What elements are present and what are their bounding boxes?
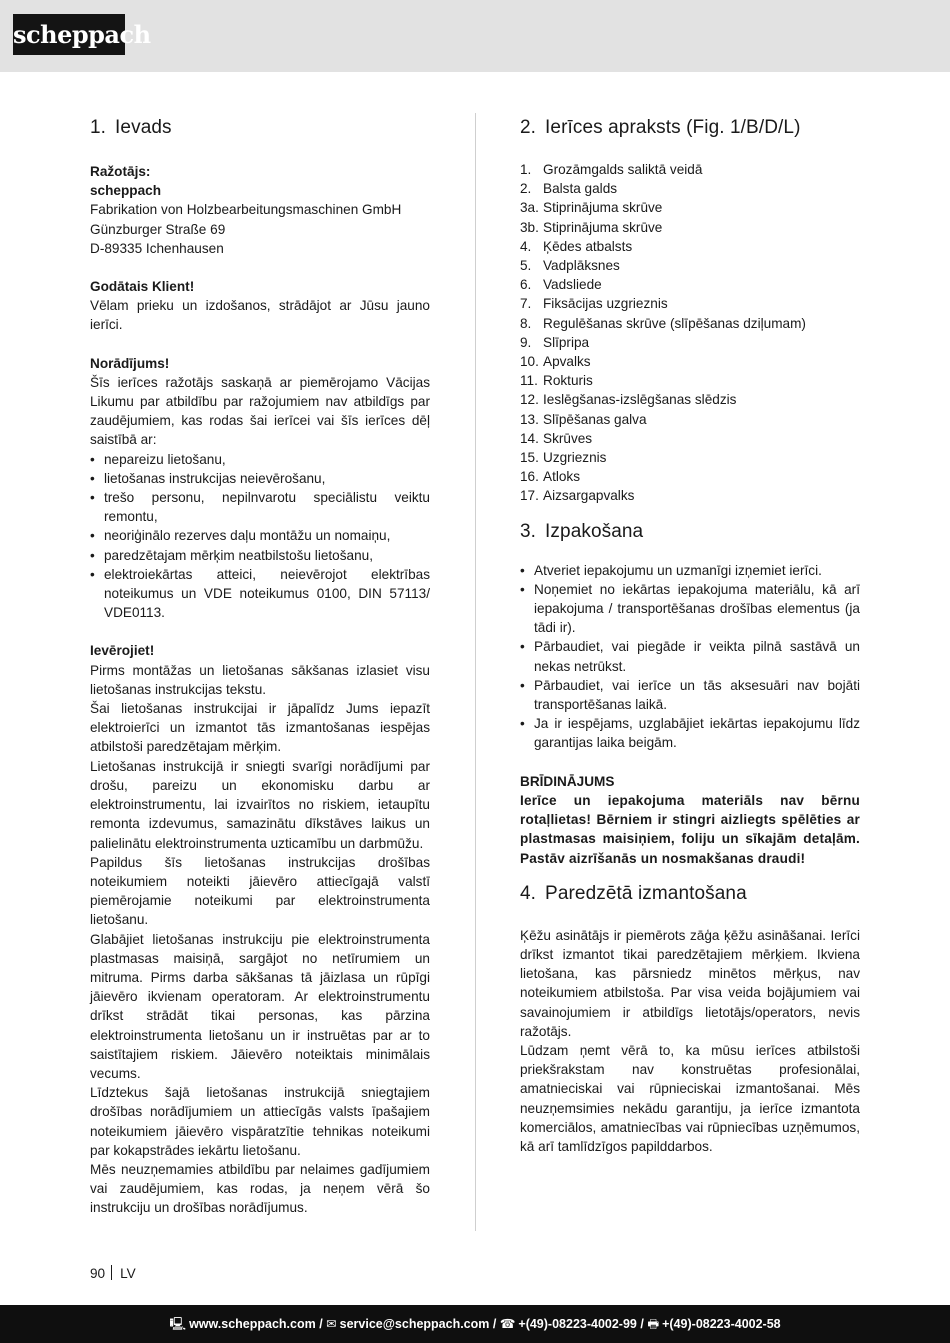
list-item: 3a. Stiprinājuma skrūve	[520, 200, 663, 216]
section-3-heading: 3. Izpakošana	[520, 520, 644, 542]
list-item: 4. Ķēdes atbalsts	[520, 238, 633, 254]
paragraph: Lietošanas instrukcijā ir sniegti svarīgi norādījumi par drošu, pareizu un ekonomisku darbu ar elektroinstrumentu, lai izvairītos no riskiem, ietaupītu remonta izdevumus, samazinātu dīkstāves laikus un palielinātu elektroinstrumenta uzticamību un darbmūžu.	[90, 758, 430, 851]
column-divider	[475, 113, 476, 1231]
scheppach-logo: scheppach	[13, 14, 125, 55]
list-item: 9. Slīpripa	[520, 334, 590, 350]
paragraph: Glabājiet lietošanas instrukciju pie elektroinstrumenta plastmasas maisiņā, sargājot no netīrumiem un mitruma. Pirms darba sākšanas tā jāizlasa un rūpīgi jāievēro ikvienam operatoram. Ar elektroinstrumentu drīkst strādāt tikai personas, kas pārzina elektroinstrumenta lietošanu un ir instruētas par ar to saistītajiem riskiem. Jāievēro noteiktais minimālais vecums.	[90, 931, 430, 1081]
note-title: Norādījums!	[90, 355, 170, 371]
footer-bar: 🖳 www.scheppach.com / ✉ service@scheppach.com / ☎ +(49)-08223-4002-99 / 🖶 +(49)-08223-4002-58	[0, 1305, 950, 1343]
list-item: • nepareizu lietošanu,	[90, 450, 430, 469]
footer-email[interactable]: service@scheppach.com	[339, 1317, 490, 1331]
page-number: 90 LV	[90, 1266, 136, 1281]
manufacturer-line: Günzburger Straße 69	[90, 221, 226, 237]
manufacturer-line: Fabrikation von Holzbearbeitungsmaschinen GmbH	[90, 202, 402, 218]
list-item: • elektroiekārtas atteici, neievērojot elektrības noteikumus un VDE noteikumus 0100, DIN 57113/ VDE0113.	[90, 565, 430, 623]
list-item: 6. Vadsliede	[520, 277, 602, 293]
phone-icon: ☎	[499, 1317, 516, 1331]
footer-fax: +(49)-08223-4002-58	[662, 1317, 781, 1331]
list-item: 13. Slīpēšanas galva	[520, 411, 647, 427]
list-item: • trešo personu, nepilnvarotu speciālistu veiktu remontu,	[90, 488, 430, 526]
list-item: 16. Atloks	[520, 469, 581, 485]
list-item: • Noņemiet no iekārtas iepakojuma materiālu, kā arī iepakojuma / transportēšanas drošības elementus (ja tādi ir).	[520, 580, 860, 638]
list-item: 15. Uzgrieznis	[520, 450, 607, 466]
list-item: • Pārbaudiet, vai piegāde ir veikta pilnā sastāvā un nekas netrūkst.	[520, 637, 860, 675]
list-item: 8. Regulēšanas skrūve (slīpēšanas dziļumam)	[520, 315, 806, 331]
greeting-title: Godātais Klient!	[90, 279, 195, 295]
list-item: 2. Balsta galds	[520, 181, 618, 197]
unpack-list	[520, 561, 860, 753]
list-item: • Ja ir iespējams, uzglabājiet iekārtas iepakojumu līdz garantijas laika beigām.	[520, 714, 860, 752]
warning-text: Ierīce un iepakojuma materiāls nav bērnu rotaļlietas! Bērniem ir stingri aizliegts spēlēties ar plastmasas maisiņiem, foliju un sīkajām detaļām. Pastāv aizrīšanās un nosmakšanas draudi!	[520, 792, 860, 866]
list-item: 7. Fiksācijas uzgrieznis	[520, 296, 668, 312]
paragraph: Līdztekus šajā lietošanas instrukcijā sniegtajiem drošības norādījumiem un attiecīgās valsts īpašajiem noteikumiem jāievēro vispāratzītie tehnikas noteikumi par kokapstrādes iekārtu lietošanu.	[90, 1085, 430, 1158]
footer-web[interactable]: www.scheppach.com	[189, 1317, 316, 1331]
monitor-icon: 🖳	[169, 1317, 187, 1331]
greeting-text: Vēlam prieku un izdošanos, strādājot ar Jūsu jauno ierīci.	[90, 298, 430, 333]
warning-title: BRĪDINĀJUMS	[520, 773, 615, 789]
section-1-heading: 1. Ievads	[90, 117, 172, 138]
list-item: • Atveriet iepakojumu un uzmanīgi izņemiet ierīci.	[520, 561, 860, 580]
paragraph: Pirms montāžas un lietošanas sākšanas izlasiet visu lietošanas instrukcijas tekstu.	[90, 662, 430, 697]
manufacturer-label: Ražotājs:	[90, 164, 151, 179]
paragraph: Mēs neuzņemamies atbildību par nelaimes gadījumiem vai zaudējumiem, kas rodas, ja neņem vērā šo instrukciju un drošības norādījumus.	[90, 1161, 430, 1216]
fax-icon: 🖶	[647, 1317, 660, 1331]
paragraph: Šai lietošanas instrukcijai ir jāpalīdz Jums iepazīt elektroierīci un izmantot tās izmantošanas iespējas atbilstoši paredzētajam mērķim.	[90, 701, 430, 755]
list-item: 17. Aizsargapvalks	[520, 488, 635, 504]
paragraph: Ķēžu asinātājs ir piemērots zāģa ķēžu asināšanai. Ierīci drīkst izmantot tikai paredzētajiem mērķiem. Ikviena lietošana, kas pārsniedz minētos mērķus, nav noteikumiem atbilstoša. Par visa veida bojājumiem vai savainojumiem ir atbildīgs lietotājs/operators, nevis ražotājs.	[520, 927, 860, 1039]
list-item: 11. Rokturis	[520, 373, 593, 389]
paragraph: Lūdzam ņemt vērā to, ka mūsu ierīces atbilstoši priekšrakstam nav konstruētas profesionālai, amatnieciskai vai rūpnieciskai izmantošanai. Mēs neuzņemsimies nekādu garantiju, ja ierīce izmantota komerciālos, amatniecības vai rūpniecības uzņēmumos, kā arī tamlīdzīgos papilddarbos.	[520, 1042, 860, 1154]
list-item: • paredzētajam mērķim neatbilstošu lietošanu,	[90, 546, 430, 565]
list-item: 3b. Stiprinājuma skrūve	[520, 219, 663, 235]
section-4-heading: 4. Paredzētā izmantošana	[520, 882, 747, 904]
note-text: Šīs ierīces ražotājs saskaņā ar piemērojamo Vācijas Likumu par atbildību par ražojumiem nav atbildīgs par zaudējumiem, kas rodas šai ierīcei vai šīs ierīces dēļ saistībā ar:	[90, 374, 430, 448]
list-item: • lietošanas instrukcijas neievērošanu,	[90, 469, 430, 488]
list-item: • neoriģinālo rezerves daļu montāžu un nomaiņu,	[90, 526, 430, 545]
list-item: 14. Skrūves	[520, 430, 593, 446]
manufacturer-line: D-89335 Ichenhausen	[90, 240, 224, 256]
parts-list	[520, 160, 860, 506]
note-list	[90, 450, 430, 623]
list-item: • Pārbaudiet, vai ierīce un tās aksesuāri nav bojāti transportēšanas laikā.	[520, 676, 860, 714]
left-column	[90, 116, 430, 1218]
list-item: 10. Apvalks	[520, 354, 591, 370]
footer-phone: +(49)-08223-4002-99	[518, 1317, 637, 1331]
manufacturer-name: scheppach	[90, 183, 162, 199]
list-item: 1. Grozāmgalds saliktā veidā	[520, 162, 703, 177]
section-2-heading: 2. Ierīces apraksts (Fig. 1/B/D/L)	[520, 117, 801, 138]
list-item: 5. Vadplāksnes	[520, 258, 620, 274]
list-item: 12. Ieslēgšanas-izslēgšanas slēdzis	[520, 392, 737, 408]
header-bar	[0, 0, 950, 72]
observe-title: Ievērojiet!	[90, 643, 155, 659]
mail-icon: ✉	[326, 1317, 337, 1331]
right-column	[520, 116, 860, 1156]
paragraph: Papildus šīs lietošanas instrukcijas drošības noteikumiem noteikti jāievēro attiecīgajā valstī piemērojamie noteikumi par elektroinstrumenta lietošanu.	[90, 854, 430, 928]
